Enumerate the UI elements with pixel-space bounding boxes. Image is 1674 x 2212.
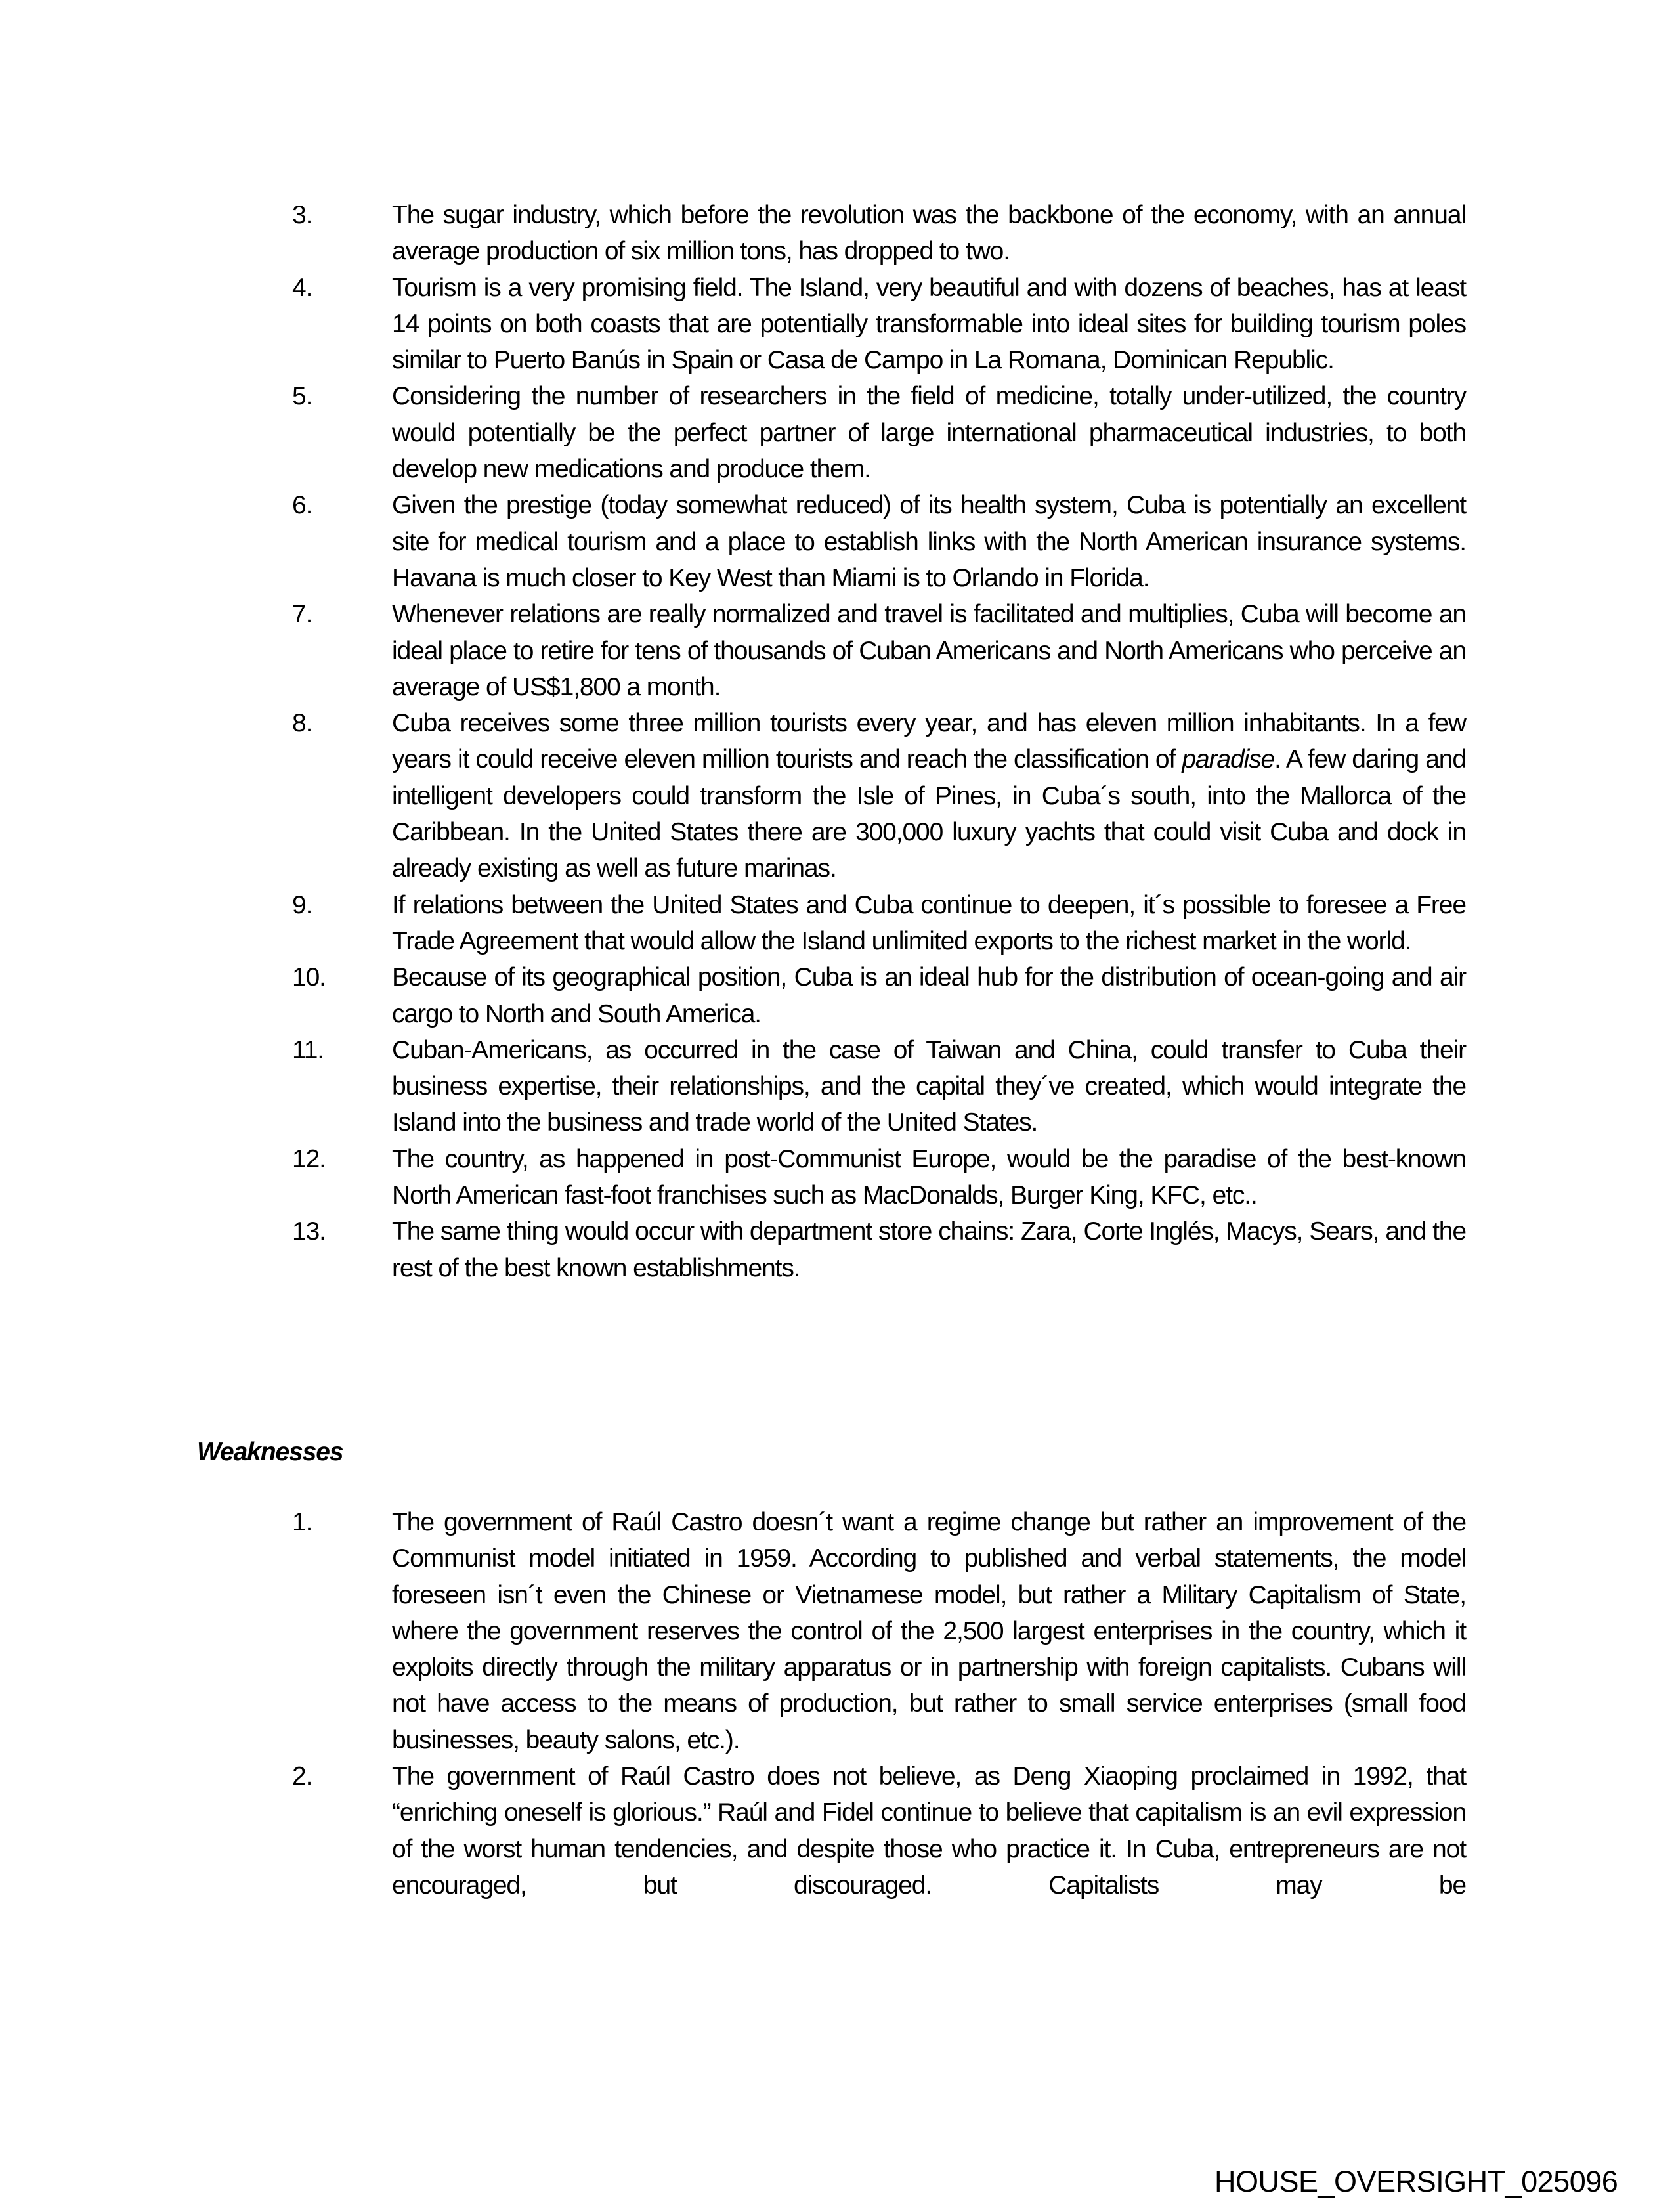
list-item: [292, 1758, 1466, 1903]
item-text: Considering the number of researchers in the field of medicine, totally under-utilized, the country would potentially be the perfect partner of large international pharmaceutical industries, to both develop new medications and produce them.: [392, 382, 1466, 484]
item-text-before: Cuba receives some three million tourists every year, and has eleven million inhabitants. In a few years it could receive eleven million tourists and reach the classification of: [392, 709, 1466, 774]
list-item: [292, 959, 1466, 1032]
item-text: The government of Raúl Castro doesn´t want a regime change but rather an improvement of the Communist model initiated in 1959. According to published and verbal statements, the model foreseen isn´t even the Chinese or Vietnamese model, but rather a Military Capitalism of State, where the government reserves the control of the 2,500 largest enterprises in the country, which it exploits directly through the military apparatus or in partnership with foreign capitalists. Cubans will not have access to the means of production, but rather to small service enterprises (small food businesses, beauty salons, etc.).: [392, 1508, 1466, 1754]
list-item: [292, 1504, 1466, 1758]
item-text: The same thing would occur with department store chains: Zara, Corte Inglés, Macys, Sears, and the rest of the best known establishments.: [392, 1217, 1466, 1282]
list-item: [292, 197, 1466, 270]
item-number: 4.: [292, 273, 312, 302]
item-text-italic: paradise: [1182, 745, 1275, 774]
section-heading-weaknesses: Weaknesses: [197, 1438, 343, 1466]
item-text: If relations between the United States and Cuba continue to deepen, it´s possible to foresee a Free Trade Agreement that would allow the Island unlimited exports to the richest market in the world.: [392, 890, 1466, 955]
item-text: Tourism is a very promising field. The Island, very beautiful and with dozens of beaches, has at least 14 points on both coasts that are potentially transformable into ideal sites for building tourism poles similar to Puerto Banús in Spain or Casa de Campo in La Romana, Dominican Republic.: [392, 273, 1466, 375]
item-number: 12.: [292, 1144, 326, 1173]
list-item: [292, 378, 1466, 487]
item-number: 8.: [292, 709, 312, 738]
item-text-after: . A few daring and intelligent developers could transform the Isle of Pines, in Cuba´s south, into the Mallorca of the Caribbean. In the United States there are 300,000 luxury yachts that could visit Cuba and dock in already existing as well as future marinas.: [392, 745, 1466, 883]
item-text: Whenever relations are really normalized and travel is facilitated and multiplies, Cuba will become an ideal place to retire for tens of thousands of Cuban Americans and North Americans who perceive an average of US$1,800 a month.: [392, 600, 1466, 701]
item-number: 5.: [292, 382, 312, 411]
item-number: 11.: [292, 1035, 324, 1064]
list-item: [292, 1213, 1466, 1286]
item-number: 6.: [292, 491, 312, 520]
item-number: 3.: [292, 201, 312, 229]
list-item: [292, 270, 1466, 379]
item-number: 10.: [292, 963, 326, 992]
item-text: The country, as happened in post-Communist Europe, would be the paradise of the best-known North American fast-foot franchises such as MacDonalds, Burger King, KFC, etc..: [392, 1144, 1466, 1210]
item-text: Given the prestige (today somewhat reduced) of its health system, Cuba is potentially an excellent site for medical tourism and a place to establish links with the North American insurance systems. Havana is much closer to Key West than Miami is to Orlando in Florida.: [392, 491, 1466, 592]
item-number: 2.: [292, 1762, 312, 1791]
item-text: Cuban-Americans, as occurred in the case of Taiwan and China, could transfer to Cuba their business expertise, their relationships, and the capital they´ve created, which would integrate the Island into the business and trade world of the United States.: [392, 1035, 1466, 1137]
item-text: The sugar industry, which before the revolution was the backbone of the economy, with an annual average production of six million tons, has dropped to two.: [392, 201, 1466, 266]
item-number: 9.: [292, 890, 312, 919]
item-number: 1.: [292, 1508, 312, 1536]
list-item: [292, 887, 1466, 960]
item-text: The government of Raúl Castro does not believe, as Deng Xiaoping proclaimed in 1992, that “enriching oneself is glorious.” Raúl and Fidel continue to believe that capitalism is an evil expression of the worst human tendencies, and despite those who practice it. In Cuba, entrepreneurs are not encouraged, but discouraged. Capitalists may be: [392, 1762, 1466, 1899]
list-item: [292, 1141, 1466, 1214]
strengths-list: [292, 197, 1466, 1286]
item-text: [392, 705, 1466, 886]
item-number: 13.: [292, 1217, 326, 1246]
bates-number: HOUSE_OVERSIGHT_025096: [1214, 2165, 1618, 2198]
item-number: 7.: [292, 600, 312, 629]
list-item: [292, 1032, 1466, 1141]
list-item: [292, 596, 1466, 705]
list-item: [292, 487, 1466, 596]
weaknesses-list: [292, 1504, 1466, 1903]
item-text: Because of its geographical position, Cuba is an ideal hub for the distribution of ocean-going and air cargo to North and South America.: [392, 963, 1466, 1028]
list-item: [292, 705, 1466, 886]
